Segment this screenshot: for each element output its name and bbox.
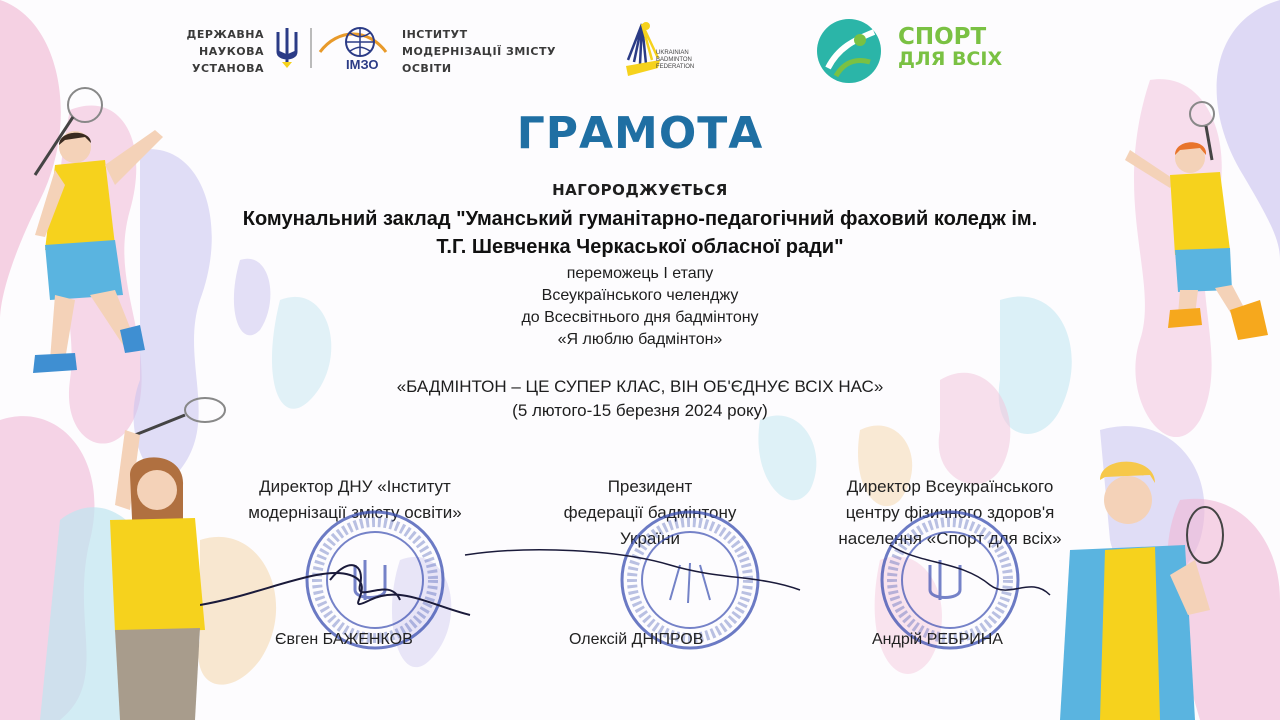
signatory-1-position: Директор ДНУ «Інститут модернізації змісту освіти» (248, 477, 462, 522)
official-stamp (307, 512, 443, 648)
recipient-name: Комунальний заклад "Уманський гуманітарно-педагогічний фаховий коледж ім. Т.Г. Шевченка Черкаської обласної ради" (242, 208, 1038, 258)
signatory-2-name: Олексій ДНІПРОВ (569, 631, 704, 648)
award-description: переможець І етапу Всеукраїнського челенджу до Всесвітнього дня бадмінтону «Я люблю бадмінтон» (521, 265, 759, 348)
signatory-3-position: Директор Всеукраїнського центру фізичного здоров'я населення «Спорт для всіх» (838, 477, 1062, 548)
sport-for-all-label: СПОРТ ДЛЯ ВСІХ (898, 24, 1003, 70)
official-stamp (622, 512, 758, 648)
federation-label: UKRAINIAN BADMINTON FEDERATION (656, 50, 695, 70)
imzo-globe-icon (318, 24, 388, 58)
sport-for-all-logo-icon (816, 18, 882, 84)
official-stamp (882, 512, 1018, 648)
logo-divider (310, 28, 312, 68)
institute-label: ІНСТИТУТ МОДЕРНІЗАЦІЇ ЗМІСТУ ОСВІТИ (402, 28, 556, 75)
state-institution-label: ДЕРЖАВНА НАУКОВА УСТАНОВА (186, 28, 264, 75)
award-heading: НАГОРОДЖУЄТЬСЯ (552, 181, 728, 199)
imzo-abbr: ІМЗО (346, 57, 379, 72)
signatory-2-position: Президент федерації бадмінтону України (563, 477, 737, 548)
handwritten-signature (890, 545, 1050, 595)
signatory-1-name: Євген БАЖЕНКОВ (275, 631, 413, 648)
trident-icon (274, 26, 300, 70)
certificate-title: ГРАМОТА (516, 108, 764, 159)
challenge-slogan: «БАДМІНТОН – ЦЕ СУПЕР КЛАС, ВІН ОБ'ЄДНУЄ ВСІХ НАС» (5 лютого-15 березня 2024 року) (396, 377, 884, 420)
signatory-3-name: Андрій РЕБРИНА (872, 631, 1003, 648)
